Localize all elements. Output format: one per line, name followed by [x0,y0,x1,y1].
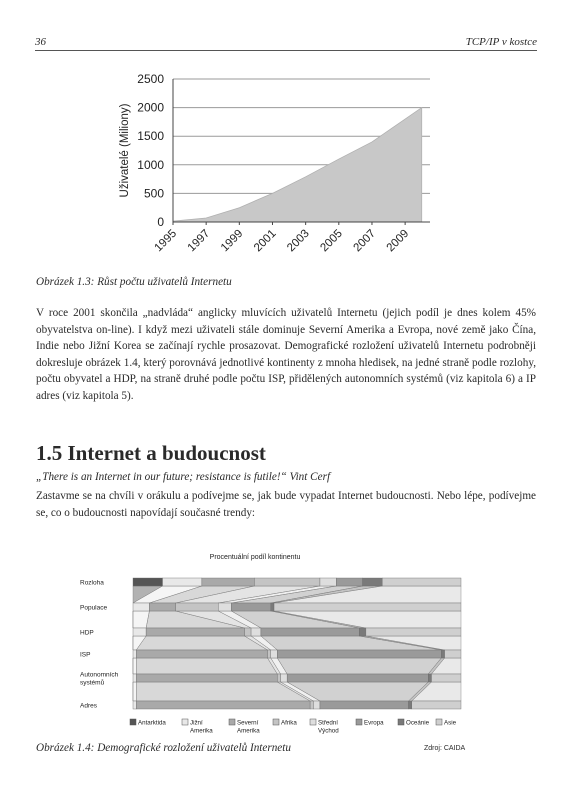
bar-segment [428,674,431,682]
bar-segment [412,701,461,709]
legend-label: Evropa [364,719,384,727]
bar-segment [359,628,366,636]
bar-segment [281,674,288,682]
figure-source: Zdroj: CAIDA [424,745,466,752]
bar-segment [218,603,231,611]
category-label: ISP [80,651,91,659]
x-tick-label: 2005 [318,227,345,255]
bar-segment [320,701,409,709]
bar-segment [136,674,277,682]
legend-label: Antarktida [138,719,166,727]
bar-segment [441,650,444,658]
x-tick-label: 2009 [384,227,412,255]
y-tick-label: 2000 [137,100,164,115]
body-paragraph-2: Zastavme se na chvíli v orákulu a podívejme se, jak bude vypadat Internet budoucnosti. Nebo lépe, podívejme se, co o budoucnosti napovídají současné trendy: [36,490,536,519]
chart-title: Procentuální podíl kontinentu [209,554,301,561]
x-tick-label: 2007 [351,227,379,255]
bar-segment [136,650,267,658]
bar-segment [274,603,461,611]
page-number: 36 [35,36,46,48]
bar-segment [254,578,320,586]
y-tick-label: 1000 [137,157,164,172]
bar-segment [176,603,219,611]
connector-band [277,658,441,674]
bar-segment [310,701,313,709]
x-tick-label: 2001 [252,227,279,255]
running-title: TCP/IP v kostce [465,36,537,48]
bar-segment [271,603,274,611]
bar-segment [366,628,461,636]
bar-segment [382,578,461,586]
bar-segment [271,650,278,658]
figure-1-3-caption: Obrázek 1.3: Růst počtu uživatelů Internetu [36,276,232,288]
legend-label: Jižní Amerika [190,719,213,735]
connector-band [136,658,277,674]
bar-segment [313,701,320,709]
section-heading: 1.5 Internet a budoucnost [36,441,266,465]
category-label: Rozloha [80,579,104,587]
legend-label: Asie [444,719,457,727]
x-tick-label: 2003 [285,227,312,255]
category-label: HDP [80,629,94,637]
bar-segment [133,701,136,709]
legend-swatch [436,719,442,725]
bar-segment [363,578,383,586]
bar-segment [261,628,359,636]
bar-segment [251,628,261,636]
bar-segment [133,603,149,611]
category-label: Autonomních systémů [80,671,119,687]
body-paragraph-1: V roce 2001 skončila „nadvláda“ anglicky mluvících uživatelů Internetu (jejich podíl je dnes kolem 45% obyvatelstva on-line). I když mezi uživateli stále dominuje Severní Amerika a Evropa, nové země jako Čína, Indie nebo Jižní Korea se začínají rychle prosazovat. Demografické rozložení uživatelů Internetu podrobněji dokresluje obrázek 1.4, který porovnává jednotlivé kontinenty z mnoha hledisek, na jedné straně podle rozlohy, počtu obyvatel a HDP, na straně druhé podle počtu ISP, přidělených autonomních systémů (viz kapitola 6) a IP adres (viz kapitola 5). [36,307,536,402]
category-label: Adres [80,702,97,710]
bar-segment [431,674,461,682]
bar-segment [146,628,244,636]
y-axis-label: Uživatelé (Miliony) [119,103,131,198]
x-tick-label: 1999 [218,227,246,255]
category-label: Populace [80,604,108,612]
bar-segment [445,650,461,658]
y-tick-label: 1500 [137,129,164,144]
legend-label: Střední Východ [318,719,339,735]
connector-band [133,658,136,674]
bar-segment [320,578,336,586]
legend-label: Oceánie [406,719,430,727]
bar-segment [409,701,412,709]
bar-segment [202,578,254,586]
legend-swatch [182,719,188,725]
legend-swatch [398,719,404,725]
legend-swatch [130,719,136,725]
legend-swatch [273,719,279,725]
legend-swatch [310,719,316,725]
bar-segment [336,578,362,586]
bar-segment [133,578,163,586]
bar-segment [277,650,441,658]
legend-swatch [229,719,235,725]
y-tick-label: 500 [143,186,164,201]
bar-segment [287,674,428,682]
bar-segment [163,578,202,586]
y-tick-label: 0 [157,215,164,229]
x-tick-label: 1997 [185,227,213,255]
bar-segment [245,628,252,636]
connector-band [133,682,136,701]
bar-segment [149,603,175,611]
y-tick-label: 2500 [137,72,164,86]
bar-segment [277,674,280,682]
bar-segment [231,603,270,611]
x-tick-label: 1995 [152,227,180,255]
bar-segment [133,674,136,682]
bar-segment [133,628,146,636]
bar-segment [267,650,270,658]
epigraph-quote: „There is an Internet in our future; resistance is futile!“ Vint Cerf [36,471,331,483]
bar-segment [136,701,310,709]
legend-swatch [356,719,362,725]
legend-label: Afrika [281,719,297,727]
legend-label: Severní Amerika [237,719,260,735]
bar-segment [133,650,136,658]
figure-1-4-caption: Obrázek 1.4: Demografické rozložení uživatelů Internetu [36,742,291,754]
